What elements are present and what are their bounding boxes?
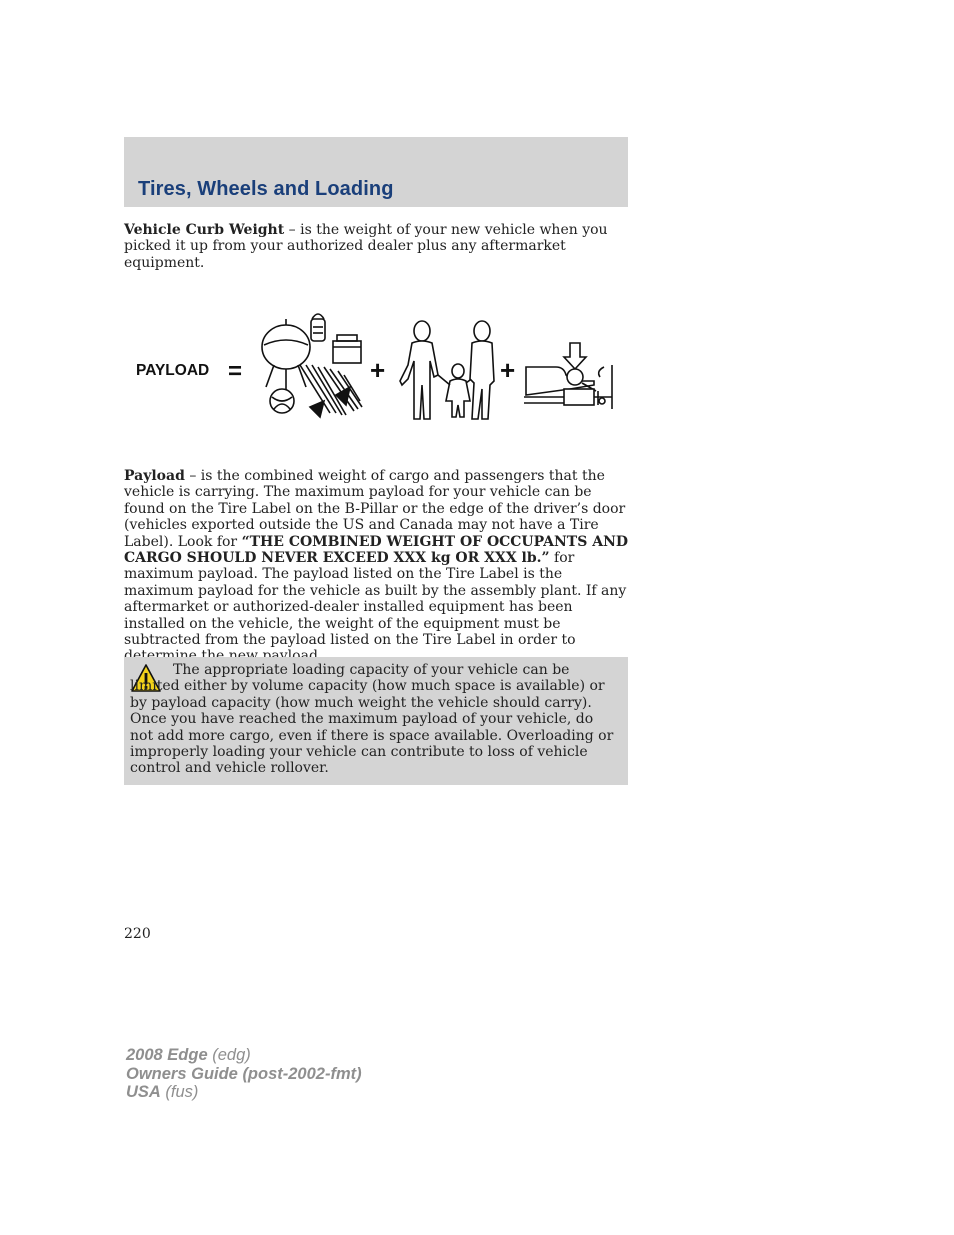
payload-definition-part2: for maximum payload. The payload listed on the Tire Label is the maximum payload for the vehicle as built by the assembly plant. If any aftermarket or authorized-dealer installed equipment has been installed on the vehicle, the weight of the equipment must be subtracted from the payload listed on the Tire Label in order to (124, 550, 627, 649)
payload-paragraph (124, 468, 628, 665)
footer-line-3 (126, 1083, 362, 1102)
curb-weight-term: Vehicle Curb Weight (124, 222, 285, 238)
section-header-band (124, 137, 628, 207)
footer-line-2: Owners Guide (post-2002-fmt) (126, 1064, 362, 1083)
payload-label: PAYLOAD (136, 362, 210, 379)
curb-weight-paragraph (124, 222, 628, 271)
plus-sign-1: + (370, 355, 386, 385)
payload-term: Payload (124, 468, 185, 484)
warning-text: The appropriate loading capacity of your vehicle can be limited either by volume capacity (how much space is available) or by payload capacity (how much weight the vehicle should carry). Once you have reached the maximum payload of your vehicle, do not add more cargo, even if there is space available. Overloading or improperly loading your vehicle can contribute to loss of vehicle control and vehicle rollover. (130, 662, 614, 777)
document-footer (126, 1046, 362, 1102)
curb-weight-definition: – is the weight of your new vehicle when you picked it up from your authorized dealer plus any aftermarket equipment. (124, 222, 608, 271)
footer-line-1 (126, 1046, 362, 1065)
plus-sign-2: + (500, 355, 516, 385)
warning-box (124, 657, 628, 785)
equals-sign: = (228, 358, 243, 385)
footer-model: 2008 Edge (126, 1046, 208, 1064)
section-title: Tires, Wheels and Loading (138, 178, 394, 200)
family-passengers-icon (400, 321, 494, 419)
trailer-hitch-icon (524, 343, 612, 409)
cargo-items-icon (262, 314, 362, 417)
payload-definition-part1: – is the combined weight of cargo and passengers that the vehicle is carrying. The maximum payload for your vehicle can be found on the Tire Label on the B-Pillar or the edge of the driver’s door (vehicles exported outside the US and Canada may not have a Tire Label). Look for (124, 468, 626, 550)
footer-model-code: (edg) (207, 1046, 251, 1064)
page-number: 220 (124, 926, 151, 942)
payload-label-quote: “THE COMBINED WEIGHT OF OCCUPANTS AND CARGO SHOULD NEVER EXCEED XXX kg OR XXX lb.” (124, 533, 629, 567)
footer-market-code: (fus) (160, 1083, 199, 1101)
footer-market: USA (126, 1083, 161, 1101)
payload-figure (124, 305, 628, 430)
